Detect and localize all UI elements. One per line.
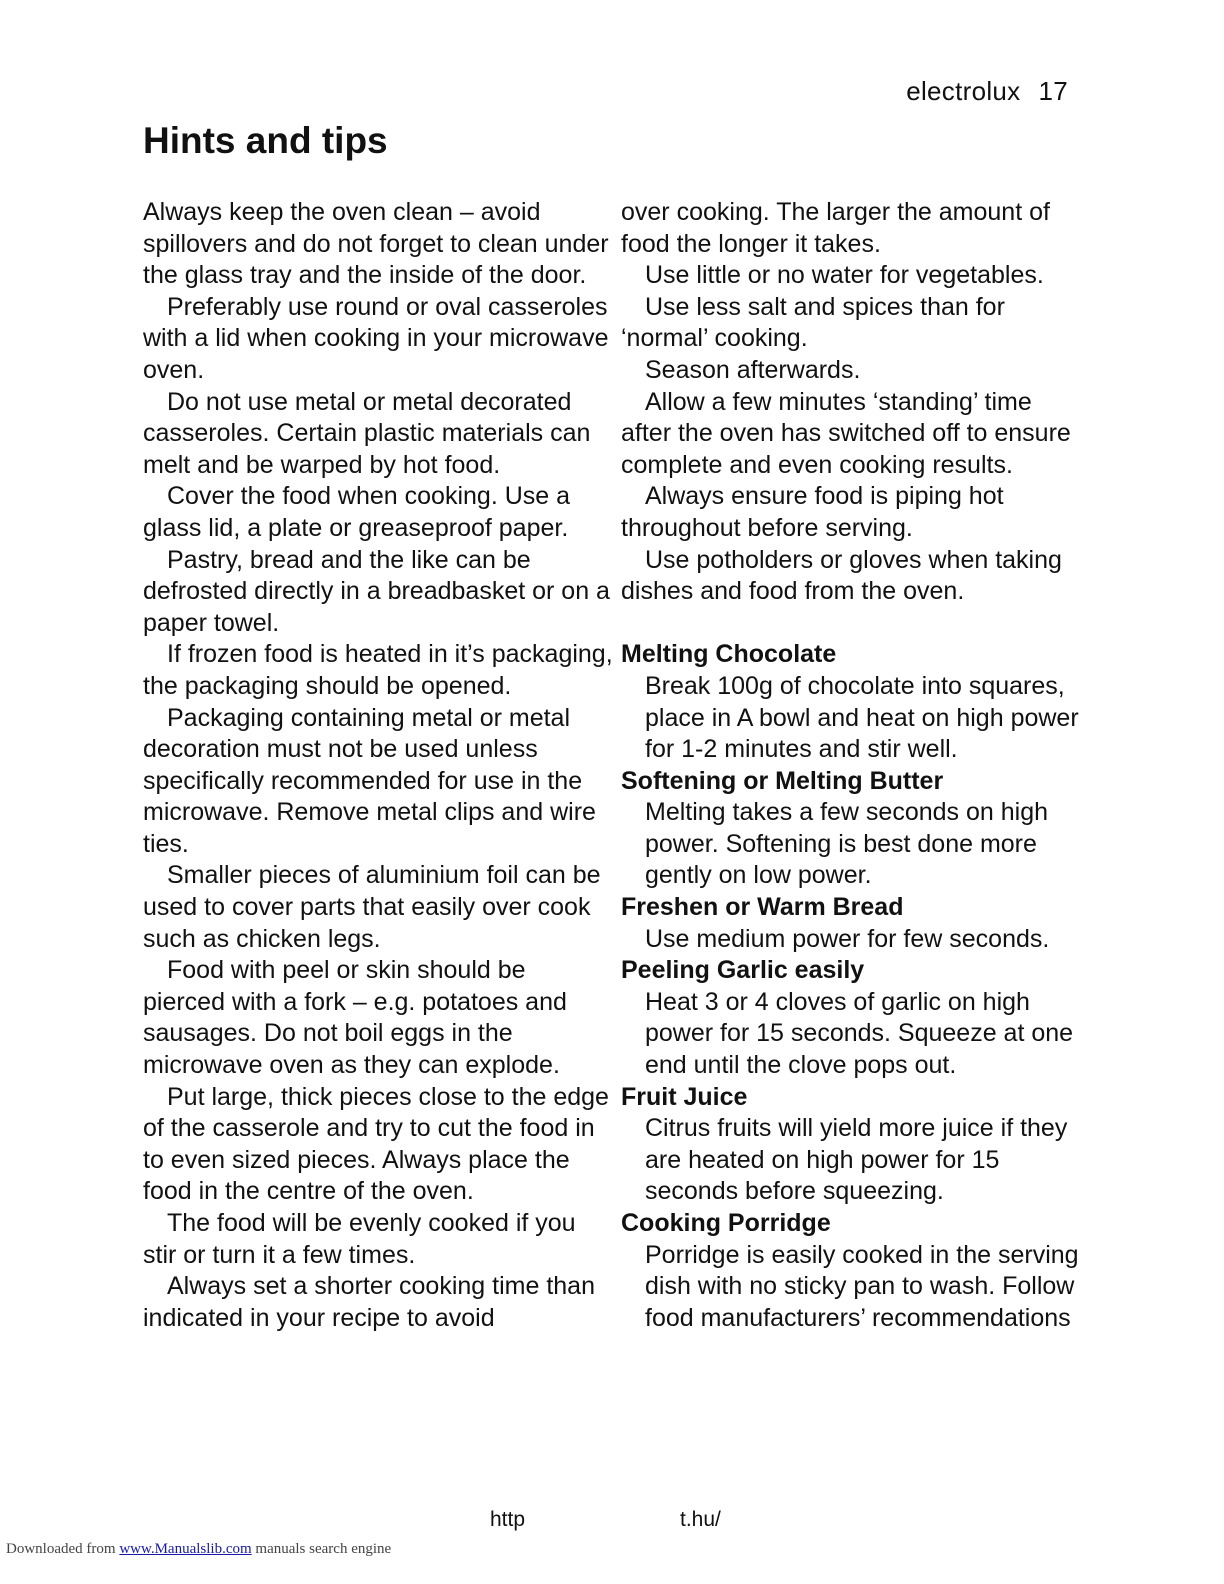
page-header — [906, 76, 1068, 107]
paragraph: Put large, thick pieces close to the edge of the casserole and try to cut the food in to even sized pieces. Always place the food in the centre of the oven. — [143, 1082, 609, 1206]
paragraph: Food with peel or skin should be pierced with a fork – e.g. potatoes and sausages. Do not boil eggs in the microwave oven as they can explode. — [143, 956, 567, 1080]
tip-body: Use medium power for few seconds. — [645, 924, 1050, 953]
section-spacer — [621, 608, 1081, 640]
page-title: Hints and tips — [143, 120, 388, 161]
tip-body: Heat 3 or 4 cloves of garlic on high power for 15 seconds. Squeeze at one end until the clove pops out. — [645, 987, 1074, 1080]
footer-url-right: t.hu/ — [680, 1508, 721, 1531]
paragraph: over cooking. The larger the amount of food the longer it takes. — [621, 198, 1050, 258]
brand-name: electrolux — [906, 76, 1021, 106]
tip-heading: Peeling Garlic easily — [621, 956, 865, 985]
paragraph: Always set a shorter cooking time than indicated in your recipe to avoid — [143, 1272, 595, 1332]
tip-body: Break 100g of chocolate into squares, place in A bowl and heat on high power for 1-2 minutes and stir well. — [645, 671, 1079, 764]
tip-heading: Melting Chocolate — [621, 640, 837, 669]
tip-heading: Freshen or Warm Bread — [621, 893, 904, 922]
paragraph: Use little or no water for vegetables. — [645, 261, 1044, 290]
paragraph: Always ensure food is piping hot throughout before serving. — [621, 482, 1004, 542]
paragraph: Use potholders or gloves when taking dishes and food from the oven. — [621, 545, 1062, 606]
paragraph: Always keep the oven clean – avoid spillovers and do not forget to clean under the glass tray and the inside of the door. — [143, 198, 609, 290]
paragraph: Season afterwards. — [645, 355, 861, 384]
tip-freshen-bread — [621, 892, 1081, 955]
right-column — [621, 197, 1081, 1334]
paragraph: Pastry, bread and the like can be defrosted directly in a breadbasket or on a paper towel. — [143, 545, 610, 637]
download-prefix: Downloaded from — [6, 1541, 116, 1557]
page-number: 17 — [1038, 76, 1068, 106]
tip-peeling-garlic — [621, 955, 1081, 1081]
tip-body: Melting takes a few seconds on high power. Softening is best done more gently on low power. — [645, 798, 1049, 890]
paragraph: Allow a few minutes ‘standing’ time after the oven has switched off to ensure complete and even cooking results. — [621, 387, 1071, 479]
tip-softening-butter — [621, 766, 1081, 892]
paragraph: Cover the food when cooking. Use a glass lid, a plate or greaseproof paper. — [143, 482, 571, 542]
tip-body: Porridge is easily cooked in the serving dish with no sticky pan to wash. Follow food manufacturers’ recommendations — [645, 1240, 1079, 1332]
download-suffix: manuals search engine — [255, 1541, 392, 1557]
paragraph: Preferably use round or oval casseroles with a lid when cooking in your microwave oven. — [143, 292, 609, 384]
tip-cooking-porridge — [621, 1208, 1081, 1334]
paragraph: The food will be evenly cooked if you stir or turn it a few times. — [143, 1209, 576, 1269]
footer-url-left: http — [490, 1508, 526, 1531]
paragraph: Use less salt and spices than for ‘normal’ cooking. — [621, 292, 1005, 353]
tip-melting-chocolate — [621, 639, 1081, 765]
download-note — [6, 1541, 391, 1558]
tip-body: Citrus fruits will yield more juice if they are heated on high power for 15 seconds before squeezing. — [645, 1114, 1068, 1206]
tip-heading: Fruit Juice — [621, 1082, 748, 1111]
paragraph: Smaller pieces of aluminium foil can be used to cover parts that easily over cook such as chicken legs. — [143, 861, 601, 953]
paragraph: Packaging containing metal or metal decoration must not be used unless specifically recommended for use in the microwave. Remove metal clips and wire ties. — [143, 703, 596, 858]
tip-heading: Cooking Porridge — [621, 1209, 831, 1237]
left-column — [143, 197, 613, 1334]
paragraph: Do not use metal or metal decorated casseroles. Certain plastic materials can melt and be warped by hot food. — [143, 387, 591, 479]
paragraph: If frozen food is heated in it’s packaging, the packaging should be opened. — [143, 640, 613, 700]
manualslib-link[interactable]: www.Manualslib.com — [119, 1541, 252, 1557]
tip-fruit-juice — [621, 1082, 1081, 1208]
tip-heading: Softening or Melting Butter — [621, 766, 944, 795]
